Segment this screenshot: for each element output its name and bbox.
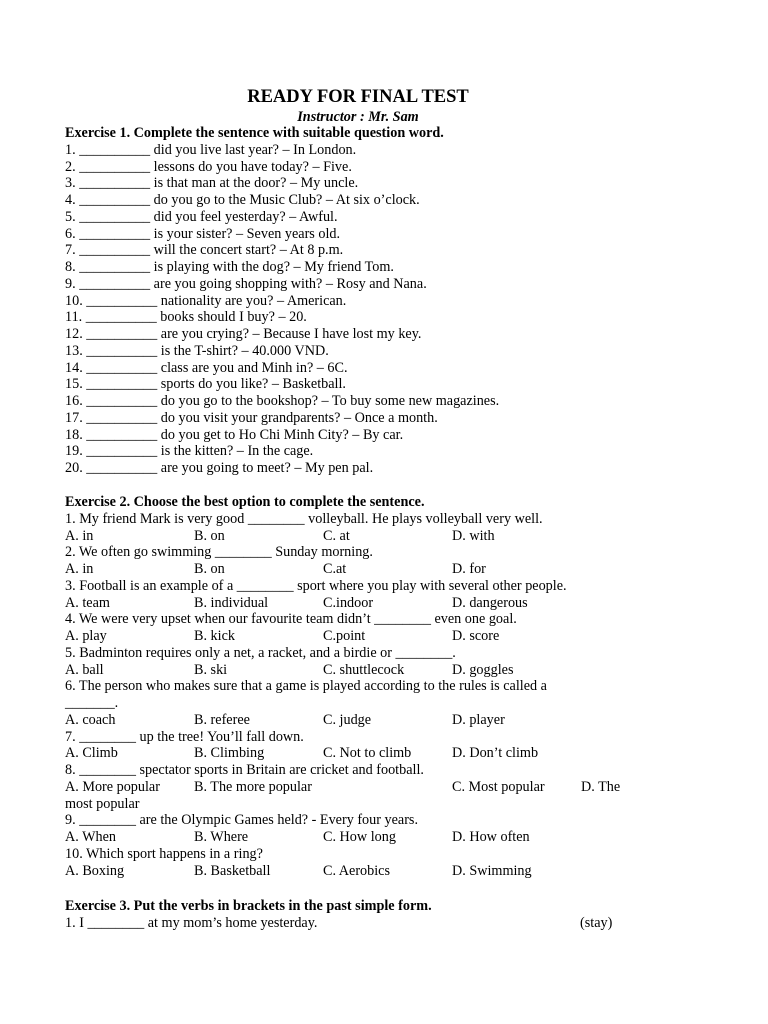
exercise-2	[65, 494, 705, 879]
option-c: C. Aerobics	[323, 862, 390, 879]
option-a: A. in	[65, 561, 94, 577]
option-c: C.point	[323, 628, 366, 644]
page-title: READY FOR FINAL TEST	[247, 87, 469, 107]
option-c: C. Not to climb	[323, 745, 412, 762]
verb-hint: (stay)	[580, 914, 613, 931]
option-a: A. coach	[65, 711, 116, 728]
ex1-item-14: 14. __________ class are you and Minh in? – 6C.	[65, 359, 348, 376]
ex1-item-17: 17. __________ do you visit your grandparents? – Once a month.	[65, 409, 438, 426]
option-c: C. at	[323, 527, 350, 544]
ex2-question-5: 5. Badminton requires only a net, a racket, and a birdie or ________.	[65, 644, 456, 661]
option-a: A. in	[65, 527, 94, 544]
option-d: D. Don’t climb	[452, 745, 539, 762]
option-b: B. referee	[194, 711, 250, 728]
exercise-2-heading: Exercise 2. Choose the best option to complete the sentence.	[65, 494, 425, 510]
option-b: B. Where	[194, 829, 249, 845]
ex3-item-1	[65, 915, 705, 932]
option-b: B. Climbing	[194, 745, 265, 762]
ex2-question-1: 1. My friend Mark is very good ________ volleyball. He plays volleyball very well.	[65, 510, 543, 527]
ex1-item-19: 19. __________ is the kitten? – In the cage.	[65, 443, 314, 460]
exercise-1-heading: Exercise 1. Complete the sentence with suitable question word.	[65, 125, 444, 141]
option-b: B. Basketball	[194, 862, 271, 879]
option-c: C.at	[323, 561, 347, 577]
option-d: D. for	[452, 561, 486, 577]
ex1-item-8: 8. __________ is playing with the dog? – My friend Tom.	[65, 259, 394, 275]
option-d: D. How often	[452, 829, 530, 845]
ex2-option-d-continued: most popular	[65, 795, 140, 812]
ex2-question-10: 10. Which sport happens in a ring?	[65, 845, 263, 862]
ex1-item-15: 15. __________ sports do you like? – Basketball.	[65, 376, 346, 393]
ex1-item-16: 16. __________ do you go to the bookshop? – To buy some new magazines.	[65, 393, 500, 409]
ex2-question-2: 2. We often go swimming ________ Sunday morning.	[65, 544, 373, 561]
ex2-question-7: 7. ________ up the tree! You’ll fall down.	[65, 728, 304, 745]
option-c: C. shuttlecock	[323, 661, 405, 678]
option-d: D. goggles	[452, 661, 514, 678]
option-c: C. Most popular	[452, 778, 545, 795]
ex2-options-3	[65, 595, 705, 612]
option-b: B. The more popular	[194, 778, 312, 795]
option-b: B. kick	[194, 628, 235, 644]
instructor-line: Instructor : Mr. Sam	[297, 109, 419, 125]
ex2-question-4: 4. We were very upset when our favourite team didn’t ________ even one goal.	[65, 611, 517, 628]
ex1-item-10: 10. __________ nationality are you? – American.	[65, 292, 347, 309]
option-c: C. How long	[323, 829, 396, 845]
ex1-item-20: 20. __________ are you going to meet? – My pen pal.	[65, 460, 374, 476]
ex1-item-13: 13. __________ is the T-shirt? – 40.000 VND.	[65, 342, 329, 359]
option-d: D. score	[452, 628, 500, 644]
option-a: A. When	[65, 829, 116, 845]
ex2-options-6	[65, 712, 705, 729]
ex1-item-4: 4. __________ do you go to the Music Club? – At six o’clock.	[65, 192, 420, 208]
option-d: D. Swimming	[452, 862, 532, 879]
ex2-options-10	[65, 863, 705, 880]
option-a: A. Boxing	[65, 862, 125, 879]
ex1-item-6: 6. __________ is your sister? – Seven years old.	[65, 225, 341, 242]
option-c: C.indoor	[323, 594, 374, 611]
option-a: A. More popular	[65, 778, 160, 795]
exercise-3-heading: Exercise 3. Put the verbs in brackets in the past simple form.	[65, 898, 432, 914]
option-d: D. player	[452, 711, 505, 728]
ex2-question-8: 8. ________ spectator sports in Britain are cricket and football.	[65, 762, 424, 778]
ex1-item-12: 12. __________ are you crying? – Because I have lost my key.	[65, 326, 422, 342]
ex2-question-6-blank: _______.	[65, 695, 119, 711]
ex2-question-9: 9. ________ are the Olympic Games held? - Every four years.	[65, 812, 418, 829]
ex1-item-9: 9. __________ are you going shopping with? – Rosy and Nana.	[65, 275, 427, 292]
ex1-item-11: 11. __________ books should I buy? – 20.	[65, 309, 307, 326]
ex1-item-3: 3. __________ is that man at the door? – My uncle.	[65, 175, 359, 192]
ex2-options-9	[65, 829, 705, 846]
option-a: A. Climb	[65, 745, 118, 762]
ex2-options-5	[65, 662, 705, 679]
ex2-options-1	[65, 528, 705, 545]
exercise-3	[65, 898, 705, 932]
ex2-question-6: 6. The person who makes sure that a game is played according to the rules is called a	[65, 678, 547, 695]
ex2-options-4	[65, 628, 705, 645]
ex1-item-7: 7. __________ will the concert start? – At 8 p.m.	[65, 242, 344, 259]
option-a: A. ball	[65, 661, 104, 678]
option-b: B. on	[194, 561, 225, 577]
option-b: B. on	[194, 527, 225, 544]
ex1-item-1: 1. __________ did you live last year? – In London.	[65, 141, 357, 158]
ex1-item-5: 5. __________ did you feel yesterday? – Awful.	[65, 208, 338, 225]
option-a: A. play	[65, 628, 107, 644]
option-b: B. individual	[194, 594, 269, 611]
option-c: C. judge	[323, 711, 372, 728]
option-b: B. ski	[194, 661, 228, 678]
option-d: D. with	[452, 527, 495, 544]
ex1-item-2: 2. __________ lessons do you have today? – Five.	[65, 158, 352, 175]
exercise-1	[65, 125, 705, 477]
option-d: D. dangerous	[452, 594, 528, 611]
ex2-options-8	[65, 779, 705, 796]
ex2-options-7	[65, 745, 705, 762]
ex1-item-18: 18. __________ do you get to Ho Chi Minh City? – By car.	[65, 426, 404, 443]
option-d: D. The	[581, 778, 621, 795]
ex2-question-3: 3. Football is an example of a ________ sport where you play with several other people.	[65, 577, 567, 594]
ex2-options-2	[65, 561, 705, 578]
option-a: A. team	[65, 594, 110, 611]
ex3-sentence: 1. I ________ at my mom’s home yesterday.	[65, 914, 318, 931]
